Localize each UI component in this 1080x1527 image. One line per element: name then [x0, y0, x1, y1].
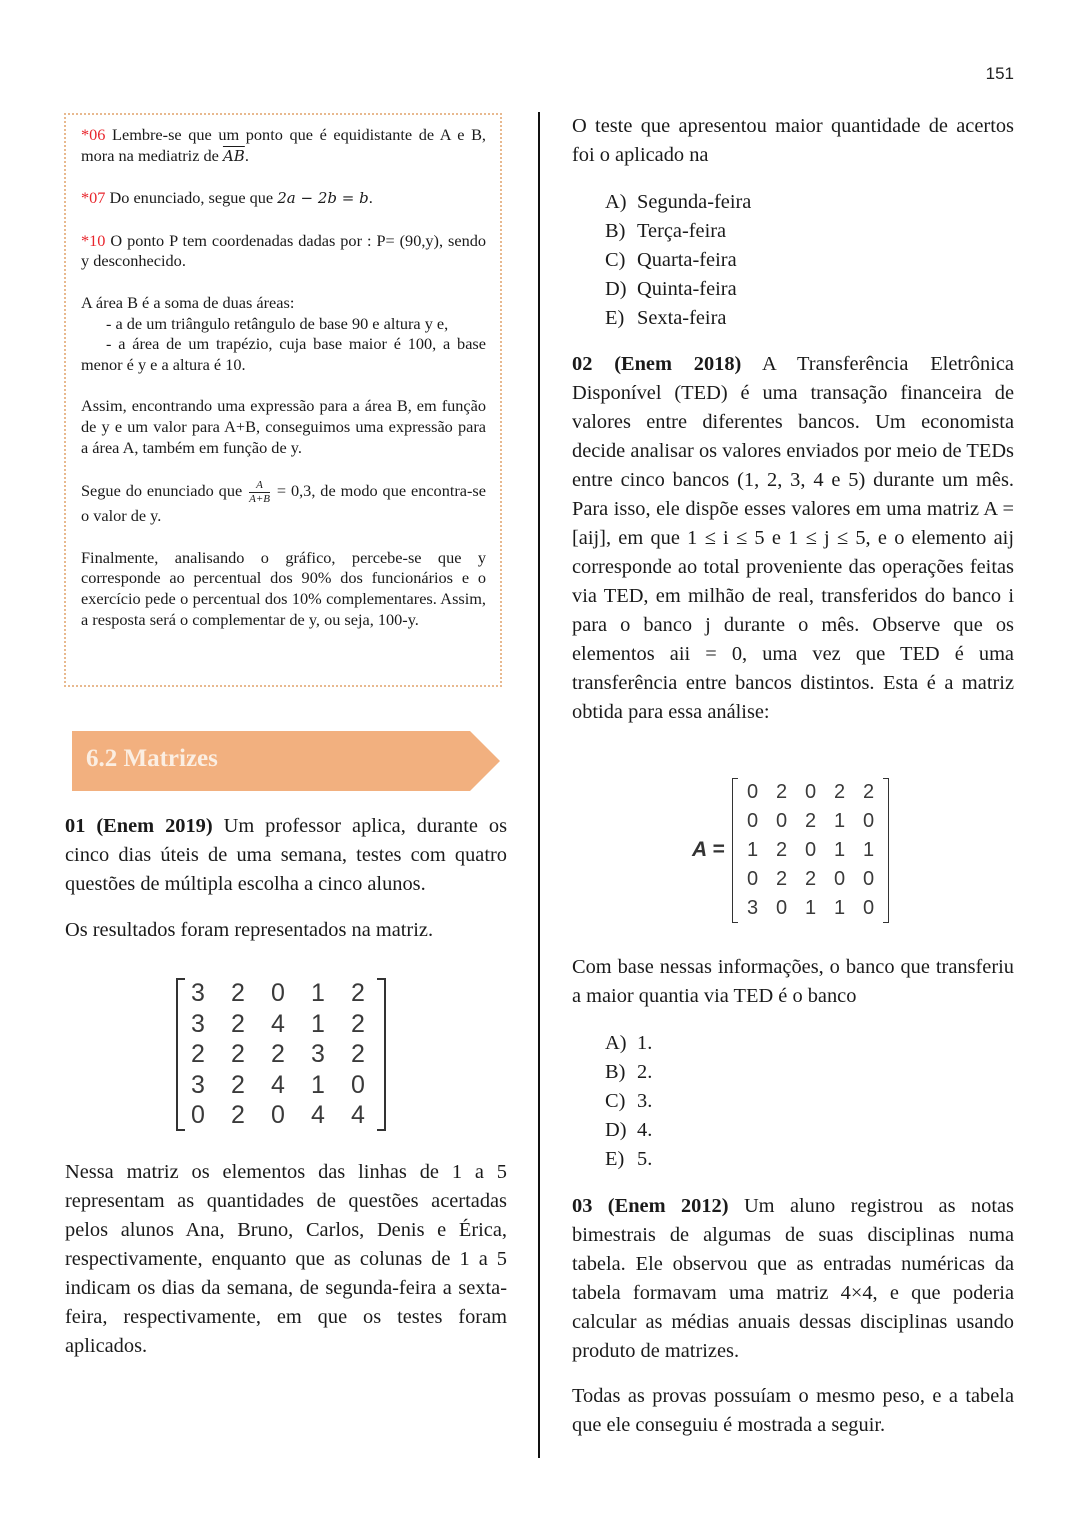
option-letter: A) [605, 1032, 627, 1054]
question-01-results: Os resultados foram representados na matriz. [65, 919, 434, 941]
matrix-cell: 2 [231, 1070, 245, 1099]
matrix-cell: 0 [775, 897, 788, 919]
question-02-prompt: Com base nessas informações, o banco que transferiu a maior quantia via TED é o banco [572, 956, 1014, 1007]
matrix-cell: 1 [311, 1009, 325, 1038]
matrix-q01 [178, 978, 384, 1131]
matrix-cell: 2 [231, 1009, 245, 1038]
matrix-cell: 2 [231, 1040, 245, 1068]
hint-10: *10 O ponto P tem coordenadas dadas por : P= (90,y), sendo y desconhecido. [81, 230, 486, 271]
matrix-cell: 1 [746, 839, 759, 861]
option-letter: A) [605, 191, 627, 213]
matrix-cell: 3 [746, 897, 759, 919]
matrix-cell: 2 [862, 781, 875, 803]
option-text: Quinta-feira [637, 278, 737, 300]
page-number: 151 [985, 64, 1014, 83]
matrix-cell: 1 [804, 897, 817, 919]
option-text: 3. [637, 1090, 653, 1112]
matrix-cell: 2 [351, 1009, 365, 1038]
question-01-prompt: O teste que apresentou maior quantidade de acertos foi o aplicado na [572, 115, 1014, 166]
option-letter: E) [605, 1148, 625, 1170]
matrix-cell: 2 [804, 810, 817, 832]
answer-option [605, 304, 751, 333]
hint-06: *06 Lembre-se que um ponto que é equidistante de A e B, mora na mediatriz de $\overline{AB}$. [81, 125, 486, 165]
question-01-intro: 01 (Enem 2019) Um professor aplica, durante os cinco dias úteis de uma semana, testes com quatro questões de múltipla escolha a cinco alunos. [65, 815, 508, 895]
answer-option [605, 217, 751, 246]
option-letter: E) [605, 307, 625, 329]
matrix-cell: 0 [775, 810, 788, 832]
matrix-cell: 4 [311, 1101, 325, 1129]
matrix-cell: 3 [191, 1070, 205, 1099]
matrix-q02 [692, 778, 875, 923]
option-text: Terça-feira [637, 220, 727, 242]
question-03-followup: Todas as provas possuíam o mesmo peso, e a tabela que ele conseguiu é mostrada a seguir. [572, 1385, 1014, 1436]
matrix-cell: 0 [271, 979, 285, 1007]
answer-option [605, 188, 751, 217]
matrix-cell: 2 [231, 1101, 245, 1129]
question-03-intro: 03 (Enem 2012) Um aluno registrou as notas bimestrais de algumas de suas disciplinas numa tabela. Ele observou que as entradas numéricas da tabela formavam uma matriz 4×4, e que poderia calcular as médias anuais dessas disciplinas usando produto de matrizes. [572, 1195, 1014, 1362]
option-letter: C) [605, 249, 626, 271]
matrix-cell: 0 [746, 868, 759, 890]
question-02-options [605, 1029, 652, 1174]
option-letter: B) [605, 1061, 626, 1083]
question-01-explanation: Nessa matriz os elementos das linhas de 1 a 5 representam as quantidades de questões acertadas pelos alunos Ana, Bruno, Carlos, Denis e Érica, respectivamente, enquanto que as colunas de 1 a 5 indicam os dias da semana, de segunda-feira a sexta-feira, respectivamente, em que os testes foram aplicados. [65, 1161, 507, 1357]
option-letter: B) [605, 220, 626, 242]
matrix-cell: 2 [271, 1040, 285, 1068]
hint-assim: Assim, encontrando uma expressão para a área B, em função de y e um valor para A+B, conseguimos uma expressão para a área A, também em função de y. [81, 396, 486, 457]
answer-option [605, 1116, 652, 1145]
question-03-label: 03 (Enem 2012) [572, 1195, 729, 1217]
matrix-cell: 1 [833, 897, 846, 919]
matrix-cell: 0 [351, 1070, 365, 1099]
question-02-label: 02 (Enem 2018) [572, 353, 742, 375]
matrix-cell: 4 [351, 1101, 365, 1129]
matrix-cell: 0 [804, 839, 817, 861]
answer-option [605, 246, 751, 275]
matrix-cell: 0 [746, 810, 759, 832]
column-divider [538, 112, 540, 1458]
answer-option [605, 275, 751, 304]
matrix-cell: 1 [833, 839, 846, 861]
option-letter: C) [605, 1090, 626, 1112]
matrix-cell: 1 [311, 1070, 325, 1099]
option-text: 1. [637, 1032, 653, 1054]
hint-segue: Segue do enunciado que $\frac{A}{A+B}$ = 0,3, de modo que encontra-se o valor de y. [81, 479, 486, 526]
matrix-cell: 0 [862, 810, 875, 832]
matrix-cell: 2 [191, 1040, 205, 1068]
option-text: 2. [637, 1061, 653, 1083]
matrix-cell: 0 [804, 781, 817, 803]
matrix-cell: 1 [862, 839, 875, 861]
matrix-cell: 3 [191, 1009, 205, 1038]
matrix-cell: 0 [862, 868, 875, 890]
matrix-cell: 4 [271, 1070, 285, 1099]
answer-option [605, 1087, 652, 1116]
answer-option [605, 1058, 652, 1087]
matrix-cell: 3 [311, 1040, 325, 1068]
option-text: Quarta-feira [637, 249, 737, 271]
area-b-item-1: - a de um triângulo retângulo de base 90 e altura y e, [106, 313, 449, 333]
hint-finalmente: Finalmente, analisando o gráfico, percebe-se que y corresponde ao percentual dos 90% dos funcionários e o exercício pede o percentual dos 10% complementares. Assim, a resposta será o complementar de y, ou seja, 100-y. [81, 547, 486, 629]
answer-option [605, 1029, 652, 1058]
matrix-cell: 2 [775, 868, 788, 890]
matrix-label: A = [692, 838, 725, 861]
question-02-intro: 02 (Enem 2018) A Transferência Eletrônica Disponível (TED) é uma transação financeira de valores entre diferentes bancos. Um economista decide analisar os valores enviados por meio de TEDs entre cinco bancos (1, 2, 3, 4 e 5) durante um mês. Para isso, ele dispõe esses valores em uma matriz A = [aij], em que 1 ≤ i ≤ 5 e 1 ≤ j ≤ 5, e o elemento aij corresponde ao total proveniente das operações feitas via TED, em milhão de real, transferidos do banco i para o banco j durante o mês. Observe que os elementos aii = 0, uma vez que TED é uma transferência entre bancos distintos. Esta é a matriz obtida para essa análise: [572, 353, 1014, 723]
hint-07: *07 Do enunciado, segue que 2a − 2b = b. [81, 188, 373, 208]
matrix-cell: 2 [351, 1040, 365, 1068]
matrix-cell: 4 [271, 1009, 285, 1038]
matrix-cell: 2 [804, 868, 817, 890]
area-b-item-2: - a área de um trapézio, cuja base maior é 100, a base menor é y e a altura é 10. [81, 334, 486, 374]
matrix-cell: 0 [271, 1101, 285, 1129]
option-text: 5. [637, 1148, 653, 1170]
fraction: $\frac{A}{A+B}$ [249, 479, 270, 506]
matrix-cell: 0 [746, 781, 759, 803]
matrix-cell: 2 [833, 781, 846, 803]
question-01-options [605, 188, 751, 333]
matrix-cell: 3 [191, 979, 205, 1007]
option-letter: D) [605, 1119, 627, 1141]
section-title: 6.2 Matrizes [86, 745, 218, 772]
hints-box [64, 113, 502, 687]
matrix-cell: 2 [231, 979, 245, 1007]
question-01-label: 01 (Enem 2019) [65, 815, 213, 837]
matrix-cell: 2 [775, 839, 788, 861]
matrix-cell: 1 [833, 810, 846, 832]
matrix-cell: 1 [311, 979, 325, 1007]
matrix-cell: 0 [191, 1101, 205, 1129]
option-text: Sexta-feira [637, 307, 727, 329]
section-header [72, 731, 500, 791]
answer-option [605, 1145, 652, 1174]
matrix-cell: 0 [833, 868, 846, 890]
matrix-cell: 2 [775, 781, 788, 803]
matrix-cell: 0 [862, 897, 875, 919]
option-text: Segunda-feira [637, 191, 752, 213]
area-b-intro: A área B é a soma de duas áreas: [81, 292, 295, 312]
option-text: 4. [637, 1119, 653, 1141]
matrix-cell: 2 [351, 979, 365, 1007]
option-letter: D) [605, 278, 627, 300]
